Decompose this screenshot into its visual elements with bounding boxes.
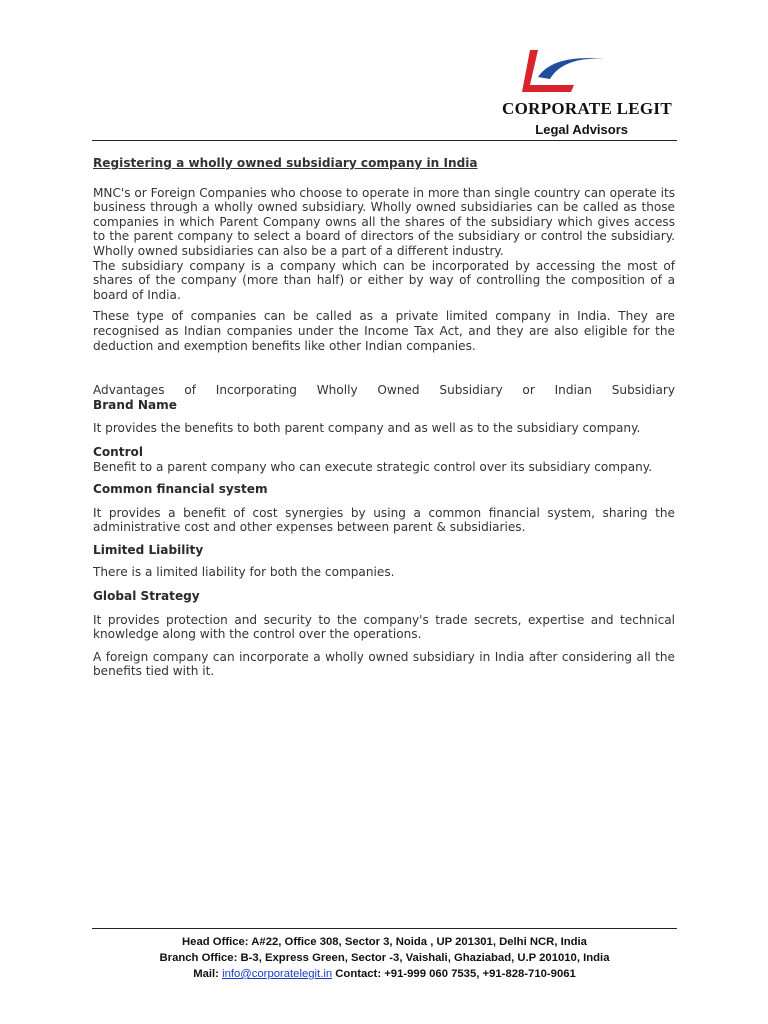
financial-text: It provides a benefit of cost synergies by using a common financial system, sharing the administrative cost and other expenses between parent & subsidiaries.: [93, 505, 675, 535]
header-divider: [92, 140, 677, 141]
contact-numbers: Contact: +91-999 060 7535, +91-828-710-9061: [335, 968, 576, 980]
footer: [92, 934, 677, 982]
email-link[interactable]: info@corporatelegit.in: [222, 968, 333, 980]
strategy-heading: Global Strategy: [93, 589, 200, 604]
document-title: Registering a wholly owned subsidiary company in India: [93, 156, 478, 170]
control-heading: Control: [93, 444, 143, 459]
control-text: Benefit to a parent company who can execute strategic control over its subsidiary company.: [93, 459, 653, 474]
strategy-text: It provides protection and security to the company's trade secrets, expertise and technical knowledge along with the control over the operations.: [93, 612, 675, 642]
closing-text: A foreign company can incorporate a wholly owned subsidiary in India after considering all the benefits tied with it.: [93, 649, 675, 679]
brand-subtitle: Legal Advisors: [535, 122, 628, 137]
head-office-address: Head Office: A#22, Office 308, Sector 3, Noida , UP 201301, Delhi NCR, India: [182, 936, 587, 948]
advantages-intro: Advantages of Incorporating Wholly Owned Subsidiary or Indian Subsidiary: [93, 383, 675, 398]
branch-office-address: Branch Office: B-3, Express Green, Sector -3, Vaishali, Ghaziabad, U.P 201010, India: [159, 952, 610, 964]
footer-divider: [92, 928, 677, 929]
mail-label: Mail:: [193, 968, 219, 980]
liability-text: There is a limited liability for both the companies.: [93, 565, 395, 580]
document-body: [93, 156, 675, 679]
brand-name-text: It provides the benefits to both parent company and as well as to the subsidiary company.: [93, 421, 641, 436]
intro-paragraph-3: These type of companies can be called as a private limited company in India. They are recognised as Indian companies under the Income Tax Act, and they are also eligible for the deduction and exemption benefits like other Indian companies.: [93, 309, 675, 353]
corporate-legit-logo-icon: [516, 47, 606, 97]
intro-paragraph-1: MNC's or Foreign Companies who choose to operate in more than single country can operate its business through a wholly owned subsidiary. Wholly owned subsidiaries can be called as those companies in which Parent Company owns all the shares of the subsidiary which gives access to the parent company to select a board of directors of the subsidiary or control the subsidiary. Wholly owned subsidiaries can also be a part of a different industry.: [93, 185, 675, 258]
contact-line: [92, 966, 677, 982]
brand-name: CORPORATE LEGIT: [502, 99, 672, 118]
financial-heading: Common financial system: [93, 482, 268, 497]
intro-paragraph-2: The subsidiary company is a company which can be incorporated by accessing the most of shares of the company (more than half) or either by way of controlling the composition of a board of India.: [93, 258, 675, 302]
liability-heading: Limited Liability: [93, 542, 204, 557]
brand-name-heading: Brand Name: [93, 397, 177, 412]
